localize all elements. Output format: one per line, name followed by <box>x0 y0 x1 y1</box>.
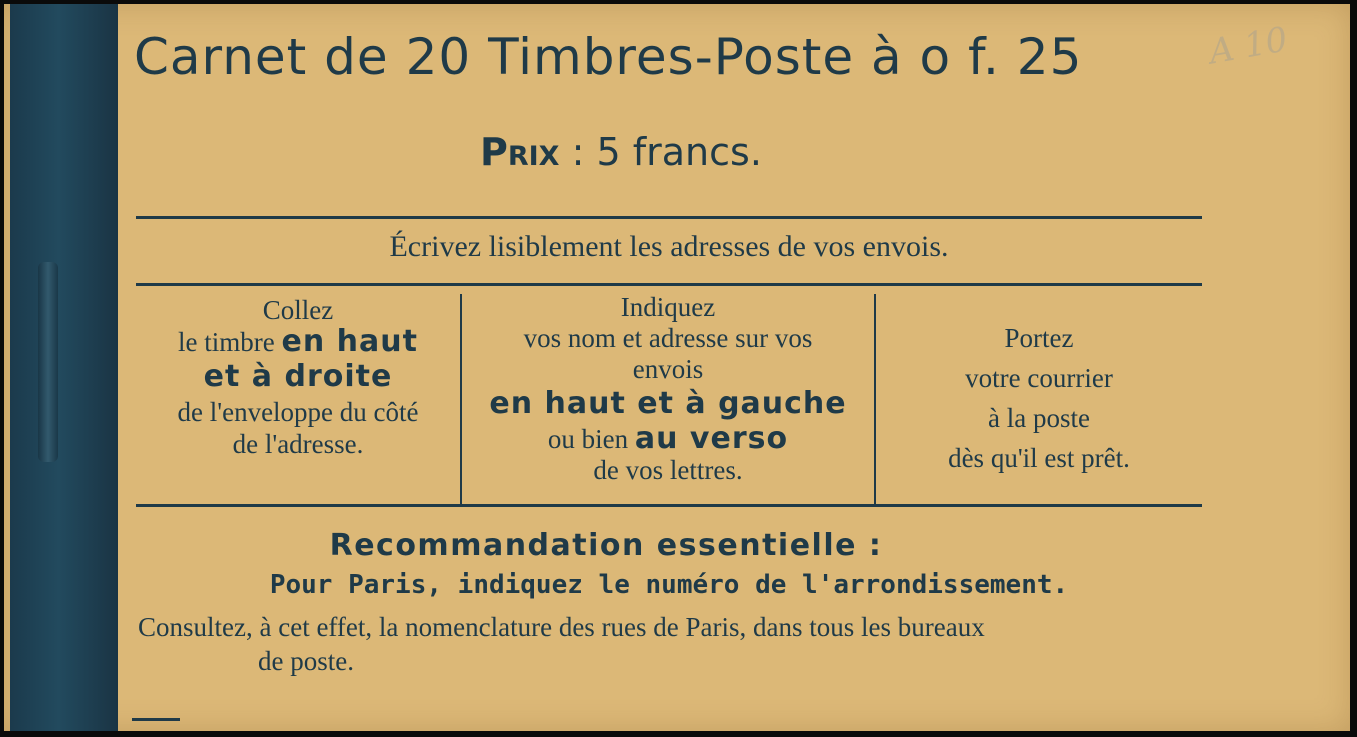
middle-line-3: envois <box>632 354 704 384</box>
booklet-title: Carnet de 20 Timbres-Poste à o f. 25 <box>134 28 1083 86</box>
right-line-4: dès qu'il est prêt. <box>948 443 1130 473</box>
middle-line-1: Indiquez <box>620 292 716 322</box>
recommendation-heading: Recommandation essentielle : <box>329 528 883 563</box>
consult-text <box>138 610 1204 678</box>
right-line-1: Portez <box>1004 323 1074 353</box>
middle-line-4-wrap <box>462 423 874 455</box>
middle-bold-2: au verso <box>634 421 789 456</box>
left-line-3: de l'enveloppe du côté <box>177 397 419 427</box>
spine-groove <box>38 262 58 462</box>
price-label: Prix <box>480 130 560 174</box>
left-line-1: Collez <box>262 295 334 325</box>
middle-line-5: de vos lettres. <box>593 455 743 485</box>
middle-line-2: vos nom et adresse sur vos <box>523 323 813 353</box>
instruction-line: Écrivez lisiblement les adresses de vos envois. <box>389 230 949 263</box>
right-line-3: à la poste <box>988 403 1090 433</box>
left-bold-1: en haut <box>281 324 418 359</box>
paris-instruction: Pour Paris, indiquez le numéro de l'arrondissement. <box>269 570 1069 600</box>
column-middle <box>462 292 874 502</box>
consult-line-2: de poste. <box>258 646 354 676</box>
left-bold-2: et à droite <box>203 359 393 394</box>
column-left <box>136 294 460 504</box>
left-line-4: de l'adresse. <box>232 429 364 459</box>
booklet-cover <box>4 4 1350 731</box>
right-line-2: votre courrier <box>965 363 1113 393</box>
footer-dash <box>132 718 180 721</box>
consult-line-1: Consultez, à cet effet, la nomenclature des rues de Paris, dans tous les bureaux <box>138 612 985 642</box>
pencil-annotation: A 10 <box>1206 19 1291 73</box>
divider-upper <box>136 283 1202 286</box>
left-line-2: le timbre <box>178 327 275 357</box>
price-line <box>480 130 762 174</box>
middle-bold-1: en haut et à gauche <box>489 386 847 421</box>
binding-spine <box>10 4 118 731</box>
column-right <box>876 318 1202 528</box>
divider-top <box>136 216 1202 219</box>
left-line-2-wrap <box>136 326 460 358</box>
price-separator: : <box>571 130 585 174</box>
divider-lower <box>136 504 1202 507</box>
middle-line-4: ou bien <box>547 424 629 454</box>
price-value: 5 francs. <box>596 130 762 174</box>
